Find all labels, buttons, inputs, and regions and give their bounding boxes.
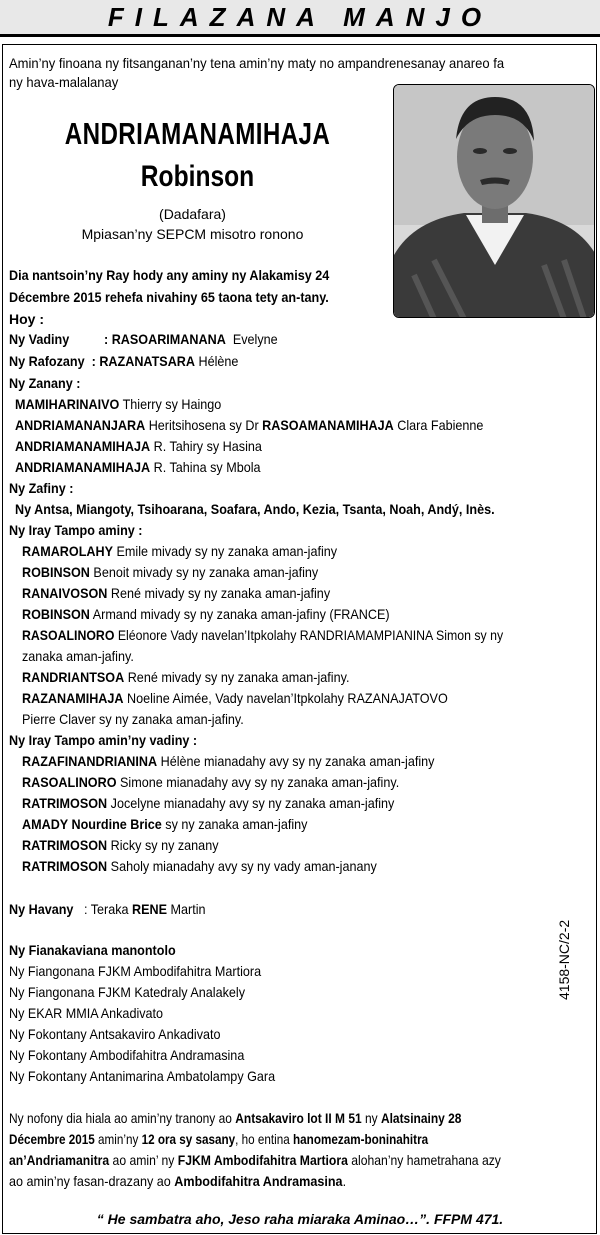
burial-text: ao amin’ ny: [109, 1152, 178, 1168]
portrait-image: [394, 85, 595, 318]
zafiny-list: Ny Antsa, Miangoty, Tsihoarana, Soafara, Ando, Kezia, Tsanta, Noah, Andý, Inès.: [15, 501, 495, 517]
iray-tampo-vadiny-item: [22, 836, 219, 854]
burial-time: 12 ora sy sasany: [141, 1131, 236, 1147]
vadiny-name-rest: Evelyne: [232, 331, 278, 347]
burial-text: ny: [361, 1110, 381, 1126]
zanany-item-bold: MAMIHARINAIVO: [15, 396, 120, 412]
deceased-title: (Dadafara): [159, 206, 226, 222]
zanany-item: [15, 437, 262, 455]
item-rest: Pierre Claver sy ny zanaka aman-jafiny.: [22, 711, 244, 727]
iray-tampo-aminy-item: [22, 584, 330, 602]
iray-tampo-vadiny-item: [22, 773, 399, 791]
zanany-item: [15, 458, 261, 476]
item-rest: René mivady sy ny zanaka aman-jafiny.: [124, 669, 350, 685]
iray-tampo-aminy-item: [22, 647, 134, 665]
zanany-item-bold: ANDRIAMANANJARA: [15, 417, 146, 433]
fianakaviana-item: Ny Fiangonana FJKM Katedraly Analakely: [9, 984, 246, 1000]
burial-line-2: [9, 1130, 428, 1148]
item-bold: RAZANAMIHAJA: [22, 690, 124, 706]
item-bold: RATRIMOSON: [22, 795, 108, 811]
zanany-item-rest: Thierry sy Haingo: [119, 396, 222, 412]
zanany-item: [15, 416, 483, 434]
item-bold: AMADY Nourdine Brice: [22, 816, 162, 832]
iray-tampo-vadiny-label: Ny Iray Tampo amin’ny vadiny :: [9, 732, 198, 748]
item-rest: Ricky sy ny zanany: [107, 837, 219, 853]
zanany-item-bold: RASOAMANAMIHAJA: [262, 417, 394, 433]
burial-line-1: [9, 1109, 461, 1127]
item-bold: RASOALINORO: [22, 627, 115, 643]
item-bold: RAZAFINANDRIANINA: [22, 753, 158, 769]
item-bold: ROBINSON: [22, 606, 90, 622]
vadiny-label: Ny Vadiny: [9, 331, 70, 347]
item-rest: zanaka aman-jafiny.: [22, 648, 134, 664]
iray-tampo-vadiny-item: [22, 752, 434, 770]
item-bold: RAMAROLAHY: [22, 543, 113, 559]
vadiny-sep: :: [104, 331, 112, 347]
item-rest: Emile mivady sy ny zanaka aman-jafiny: [112, 543, 338, 559]
item-bold: RANDRIANTSOA: [22, 669, 125, 685]
item-rest: Simone mianadahy avy sy ny zanaka aman-jafiny.: [116, 774, 400, 790]
closing-quote: “ He sambatra aho, Jeso raha miaraka Aminao…”. FFPM 471.: [96, 1211, 504, 1227]
burial-place: Ambodifahitra Andramasina: [174, 1173, 343, 1189]
havany-post: Martin: [167, 901, 206, 917]
burial-church: FJKM Ambodifahitra Martiora: [177, 1152, 348, 1168]
reference-code: 4158-NC/2-2: [556, 919, 572, 1000]
zafiny-label: Ny Zafiny :: [9, 480, 74, 496]
intro-text: Amin’ny finoana ny fitsanganan’ny tena amin’ny maty no ampandrenesanay anareo fa: [9, 55, 505, 71]
zanany-item: [15, 395, 221, 413]
burial-text: alohan’ny hametrahana azy: [347, 1152, 501, 1168]
havany-label: Ny Havany: [9, 901, 74, 917]
vadiny-name-bold: RASOARIMANANA: [111, 331, 226, 347]
burial-text: , ho entina: [235, 1131, 294, 1147]
zanany-label: Ny Zanany :: [9, 375, 81, 391]
burial-date: Décembre 2015: [9, 1131, 95, 1147]
item-rest: René mivady sy ny zanaka aman-jafiny: [107, 585, 331, 601]
burial-text: Ny nofony dia hiala ao amin’ny tranony ao: [9, 1110, 236, 1126]
iray-tampo-vadiny-item: [22, 794, 394, 812]
burial-address: Antsakaviro lot II M 51: [235, 1110, 362, 1126]
item-rest: sy ny zanaka aman-jafiny: [161, 816, 308, 832]
iray-tampo-aminy-label: Ny Iray Tampo aminy :: [9, 522, 143, 538]
item-rest: Hélène mianadahy avy sy ny zanaka aman-jafiny: [157, 753, 435, 769]
burial-text-bold: hanomezam-boninahitra: [293, 1131, 429, 1147]
rafozany-name-rest: Hélène: [198, 353, 239, 369]
burial-day: Alatsinainy 28: [380, 1110, 462, 1126]
zanany-item-rest: R. Tahina sy Mbola: [150, 459, 261, 475]
burial-line-3: [9, 1151, 501, 1169]
vadiny-value: [104, 330, 278, 348]
item-bold: RATRIMOSON: [22, 858, 108, 874]
iray-tampo-aminy-item: [22, 626, 503, 644]
item-rest: Benoit mivady sy ny zanaka aman-jafiny: [89, 564, 319, 580]
burial-text: amin’ny: [94, 1131, 142, 1147]
zanany-item-bold: ANDRIAMANAMIHAJA: [15, 438, 151, 454]
fianakaviana-item: Ny Fiangonana FJKM Ambodifahitra Martiora: [9, 963, 262, 979]
item-bold: ROBINSON: [22, 564, 90, 580]
zanany-item-rest: Heritsihosena sy Dr: [145, 417, 263, 433]
rafozany-sep: :: [91, 353, 100, 369]
rafozany-label: Ny Rafozany: [9, 353, 85, 369]
header-banner: [0, 0, 600, 37]
fianakaviana-item: Ny Fokontany Ambodifahitra Andramasina: [9, 1047, 245, 1063]
portrait-photo: [393, 84, 595, 318]
fianakaviana-item: Ny EKAR MMIA Ankadivato: [9, 1005, 164, 1021]
page-title: FILAZANA MANJO: [107, 2, 493, 32]
deceased-role: Mpiasan’ny SEPCM misotro ronono: [81, 226, 304, 242]
zanany-item-bold: ANDRIAMANAMIHAJA: [15, 459, 151, 475]
rafozany-line: [9, 352, 238, 370]
rafozany-name-bold: RAZANATSARA: [99, 353, 196, 369]
deceased-firstname: Robinson: [140, 160, 255, 193]
havany-pre: : Teraka: [83, 901, 133, 917]
death-notice-line-1: Dia nantsoin’ny Ray hody any aminy ny Alakamisy 24: [9, 267, 330, 283]
burial-text: .: [342, 1173, 347, 1189]
iray-tampo-aminy-item: [22, 563, 318, 581]
vadiny-line: [9, 330, 69, 348]
zanany-item-rest: R. Tahiry sy Hasina: [150, 438, 262, 454]
burial-text-bold: an’Andriamanitra: [9, 1152, 110, 1168]
iray-tampo-aminy-item: [22, 689, 448, 707]
item-bold: RANAIVOSON: [22, 585, 108, 601]
zanany-item-rest: Clara Fabienne: [393, 417, 484, 433]
havany-bold: RENE: [132, 901, 168, 917]
deceased-surname: ANDRIAMANAMIHAJA: [64, 116, 331, 151]
havany-line: [9, 900, 206, 918]
hoy-label: Hoy :: [9, 311, 44, 327]
fianakaviana-label: Ny Fianakaviana manontolo: [9, 942, 176, 958]
iray-tampo-vadiny-item: [22, 815, 307, 833]
item-rest: Saholy mianadahy avy sy ny vady aman-janany: [107, 858, 377, 874]
fianakaviana-item: Ny Fokontany Antanimarina Ambatolampy Gara: [9, 1068, 276, 1084]
death-notice-line-2: Décembre 2015 rehefa nivahiny 65 taona tety an-tany.: [9, 289, 329, 305]
fianakaviana-item: Ny Fokontany Antsakaviro Ankadivato: [9, 1026, 221, 1042]
iray-tampo-vadiny-item: [22, 857, 377, 875]
item-rest: Armand mivady sy ny zanaka aman-jafiny (FRANCE): [89, 606, 390, 622]
iray-tampo-aminy-item: [22, 668, 349, 686]
iray-tampo-aminy-item: [22, 605, 390, 623]
burial-text: ao amin’ny fasan-drazany ao: [9, 1173, 175, 1189]
item-bold: RATRIMOSON: [22, 837, 108, 853]
iray-tampo-aminy-item: [22, 710, 244, 728]
item-bold: RASOALINORO: [22, 774, 117, 790]
intro-text-2: ny hava-malalanay: [9, 74, 119, 90]
item-rest: Jocelyne mianadahy avy sy ny zanaka aman-jafiny: [107, 795, 395, 811]
burial-line-4: [9, 1172, 346, 1190]
iray-tampo-aminy-item: [22, 542, 337, 560]
item-rest: Noeline Aimée, Vady navelan’Itpkolahy RAZANAJATOVO: [123, 690, 448, 706]
item-rest: Eléonore Vady navelan’Itpkolahy RANDRIAMAMPIANINA Simon sy ny: [114, 627, 504, 643]
